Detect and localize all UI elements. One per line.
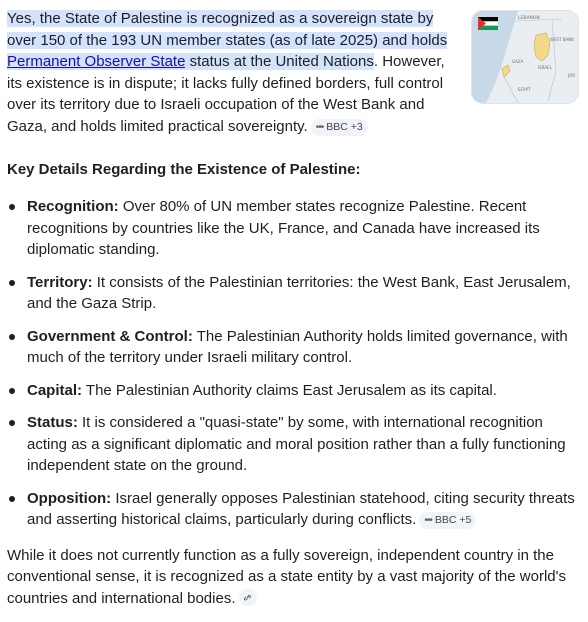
highlighted-text-tail: status at the United Nations (185, 53, 374, 70)
map-label: LEBANON (518, 16, 540, 21)
more-dots-icon: ••• (424, 515, 432, 526)
item-label: Government & Control: (27, 327, 193, 345)
item-text: It consists of the Palestinian territories: the West Bank, East Jerusalem, and the Gaza Strip. (27, 273, 571, 312)
item-text: Israel generally opposes Palestinian statehood, citing security threats and asserting historical claims, particularly during conflicts. (27, 489, 575, 528)
closing-text: While it does not currently function as a fully sovereign, independent country in the conventional sense, it is recognized as a state entity by a vast majority of the world's countries and international bodies. (7, 546, 566, 607)
item-text: The Palestinian Authority holds limited governance, with much of the territory under Israeli military control. (27, 327, 568, 366)
map-image (472, 11, 578, 103)
map-label: JOR (568, 73, 576, 78)
source-chip[interactable] (311, 119, 368, 136)
list-item (7, 380, 581, 402)
source-chip-label: BBC +3 (326, 120, 363, 133)
item-text: The Palestinian Authority claims East Jerusalem as its capital. (82, 381, 497, 399)
intro-rest-text: . However, its existence is in dispute; it lacks fully defined borders, full control over its territory due to Israeli occupation of the West Bank and Gaza, and holds limited practical sovereignty. (7, 53, 445, 135)
map-label: EGYPT (518, 87, 531, 92)
list-item (7, 488, 581, 531)
item-label: Recognition: (27, 198, 119, 215)
item-label: Opposition: (27, 489, 112, 507)
item-label: Status: (27, 414, 78, 431)
item-text: It is considered a "quasi-state" by some, with international recognition acting as a significant diplomatic and moral position rather than a fully functioning independent state on the ground. (27, 414, 566, 474)
ai-answer (7, 8, 581, 609)
list-item (7, 196, 581, 261)
more-dots-icon: ••• (315, 121, 324, 133)
section-heading: Key Details Regarding the Existence of Palestine: (7, 161, 361, 178)
list-item (7, 412, 581, 477)
permanent-observer-state-link[interactable]: Permanent Observer State (7, 53, 186, 70)
item-text: Over 80% of UN member states recognize Palestine. Recent recognitions by countries like the UK, France, and Canada have increased its diplomatic standing. (27, 198, 540, 258)
source-chip[interactable] (419, 512, 476, 529)
map-label: WEST BANK (550, 37, 574, 42)
source-chip-label: BBC +5 (434, 514, 472, 526)
item-label: Capital: (27, 381, 83, 399)
closing-paragraph (7, 545, 581, 610)
map-label: ISRAEL (538, 65, 552, 70)
chain-link-icon (242, 592, 253, 603)
list-item (7, 272, 581, 315)
item-label: Territory: (27, 273, 93, 291)
highlighted-text: Yes, the State of Palestine is recognized as a sovereign state by over 150 of the 193 UN member states (as of late 2025) and holds (7, 10, 448, 49)
palestine-map-thumbnail[interactable] (471, 10, 579, 104)
link-icon[interactable] (239, 589, 257, 606)
palestine-flag-icon (478, 17, 498, 30)
answer-intro (7, 8, 581, 143)
list-item (7, 326, 581, 369)
details-list (7, 196, 581, 531)
map-label: GAZA (512, 59, 524, 64)
